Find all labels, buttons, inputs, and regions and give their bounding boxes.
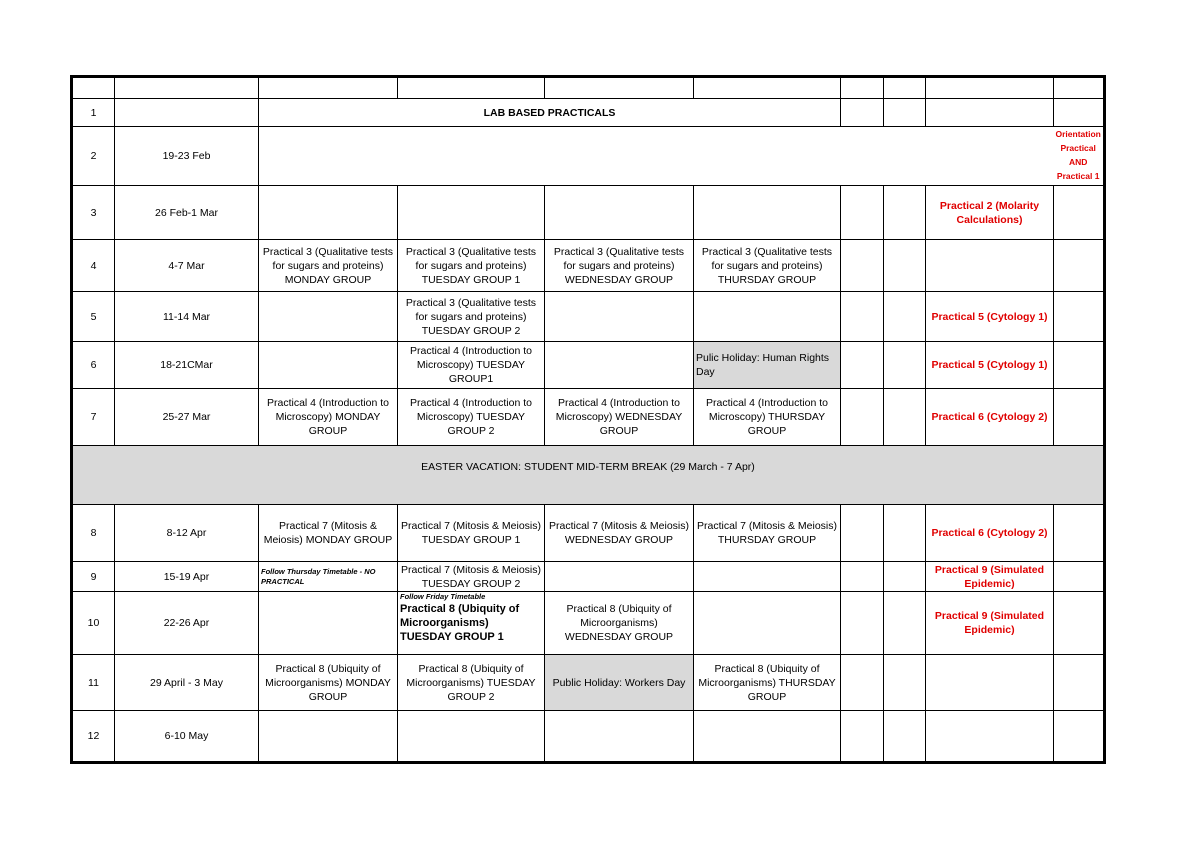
header-row (73, 78, 1104, 99)
table-row (73, 562, 1104, 592)
tuesday-cell: Practical 7 (Mitosis & Meiosis) TUESDAY GROUP 1 (398, 505, 545, 562)
row-number: 7 (73, 389, 115, 446)
table-row (73, 342, 1104, 389)
week-dates: 22-26 Apr (115, 592, 259, 655)
row-number: 1 (73, 99, 115, 127)
wednesday-cell: Practical 3 (Qualitative tests for sugars and proteins) WEDNESDAY GROUP (545, 240, 694, 292)
table-row (73, 127, 1104, 186)
table-row (73, 99, 1104, 127)
row-number: 9 (73, 562, 115, 592)
monday-cell: Practical 8 (Ubiquity of Microorganisms) MONDAY GROUP (259, 655, 398, 711)
thursday-cell: Practical 8 (Ubiquity of Microorganisms) THURSDAY GROUP (694, 655, 841, 711)
tuesday-cell: Practical 3 (Qualitative tests for sugars and proteins) TUESDAY GROUP 1 (398, 240, 545, 292)
monday-cell: Practical 4 (Introduction to Microscopy) MONDAY GROUP (259, 389, 398, 446)
week-dates: 6-10 May (115, 711, 259, 762)
extra-practical: Practical 9 (Simulated Epidemic) (926, 562, 1054, 592)
extra-practical: Practical 5 (Cytology 1) (926, 342, 1054, 389)
table-row (73, 389, 1104, 446)
tuesday-cell: Practical 3 (Qualitative tests for sugars and proteins) TUESDAY GROUP 2 (398, 292, 545, 342)
extra-practical: Practical 6 (Cytology 2) (926, 389, 1054, 446)
timetable-note: Follow Thursday Timetable - NO PRACTICAL (259, 562, 398, 592)
week-dates: 29 April - 3 May (115, 655, 259, 711)
wednesday-cell: Practical 7 (Mitosis & Meiosis) WEDNESDAY GROUP (545, 505, 694, 562)
holiday-cell: Pulic Holiday: Human Rights Day (694, 342, 841, 389)
row-number: 2 (73, 127, 115, 186)
thursday-cell: Practical 7 (Mitosis & Meiosis) THURSDAY GROUP (694, 505, 841, 562)
row-number: 10 (73, 592, 115, 655)
tuesday-cell: Practical 4 (Introduction to Microscopy) TUESDAY GROUP 2 (398, 389, 545, 446)
row-number: 6 (73, 342, 115, 389)
monday-cell: Practical 7 (Mitosis & Meiosis) MONDAY GROUP (259, 505, 398, 562)
holiday-cell: Public Holiday: Workers Day (545, 655, 694, 711)
thursday-cell: Practical 3 (Qualitative tests for sugars and proteins) THURSDAY GROUP (694, 240, 841, 292)
row-number: 12 (73, 711, 115, 762)
table-row (73, 292, 1104, 342)
extra-practical: Practical 9 (Simulated Epidemic) (926, 592, 1054, 655)
table-row (73, 505, 1104, 562)
timetable (72, 77, 1104, 762)
tuesday-cell: Practical 8 (Ubiquity of Microorganisms) TUESDAY GROUP 2 (398, 655, 545, 711)
tuesday-practical: Practical 8 (Ubiquity of Microorganisms) TUESDAY GROUP 1 (400, 603, 520, 643)
orientation-cell: Orientation Practical AND Practical 1 (1054, 127, 1104, 186)
week-dates: 18-21CMar (115, 342, 259, 389)
thursday-cell: Practical 4 (Introduction to Microscopy) THURSDAY GROUP (694, 389, 841, 446)
week-dates: 25-27 Mar (115, 389, 259, 446)
wednesday-cell: Practical 4 (Introduction to Microscopy) WEDNESDAY GROUP (545, 389, 694, 446)
table-row (73, 240, 1104, 292)
week-dates: 15-19 Apr (115, 562, 259, 592)
monday-cell: Practical 3 (Qualitative tests for sugars and proteins) MONDAY GROUP (259, 240, 398, 292)
table-row (73, 655, 1104, 711)
week-dates: 4-7 Mar (115, 240, 259, 292)
table-title: LAB BASED PRACTICALS (259, 99, 841, 127)
tuesday-cell: Practical 7 (Mitosis & Meiosis) TUESDAY GROUP 2 (398, 562, 545, 592)
table-row (73, 711, 1104, 762)
week-dates: 19-23 Feb (115, 127, 259, 186)
tuesday-cell (398, 592, 545, 655)
row-number: 11 (73, 655, 115, 711)
week-dates: 11-14 Mar (115, 292, 259, 342)
row-number: 8 (73, 505, 115, 562)
week-dates: 8-12 Apr (115, 505, 259, 562)
easter-break: EASTER VACATION: STUDENT MID-TERM BREAK (29 March - 7 Apr) (73, 446, 1104, 505)
easter-row (73, 446, 1104, 505)
row-number: 5 (73, 292, 115, 342)
row-number: 3 (73, 186, 115, 240)
wednesday-cell: Practical 8 (Ubiquity of Microorganisms) WEDNESDAY GROUP (545, 592, 694, 655)
extra-practical: Practical 6 (Cytology 2) (926, 505, 1054, 562)
row-number: 4 (73, 240, 115, 292)
table-row (73, 592, 1104, 655)
tuesday-cell: Practical 4 (Introduction to Microscopy) TUESDAY GROUP1 (398, 342, 545, 389)
table-row (73, 186, 1104, 240)
timetable-note: Follow Friday Timetable (400, 592, 486, 601)
extra-practical: Practical 5 (Cytology 1) (926, 292, 1054, 342)
week-dates: 26 Feb-1 Mar (115, 186, 259, 240)
extra-practical: Practical 2 (Molarity Calculations) (926, 186, 1054, 240)
